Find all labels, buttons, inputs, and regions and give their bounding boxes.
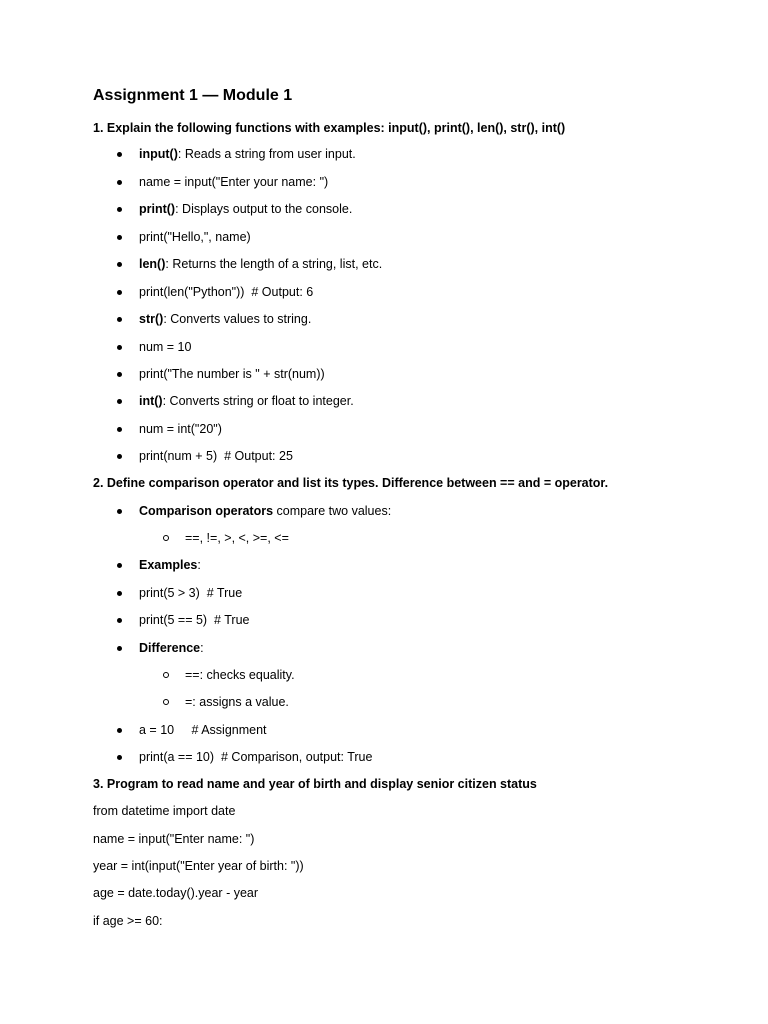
comparison-term: Comparison operators <box>139 504 274 518</box>
list-item <box>0 640 700 656</box>
sub-bullet-icon <box>163 535 169 541</box>
function-description: : Returns the length of a string, list, etc. <box>165 257 383 271</box>
examples-colon: : <box>197 558 201 572</box>
code-example: num = 10 <box>139 340 192 354</box>
list-item <box>0 448 700 464</box>
bullet-icon <box>117 618 122 623</box>
bullet-icon <box>117 563 122 568</box>
bullet-icon <box>117 372 122 377</box>
list-item <box>0 174 700 190</box>
bullet-icon <box>117 509 122 514</box>
bullet-icon <box>117 646 122 651</box>
question-2-heading: 2. Define comparison operator and list its types. Difference between == and = operator. <box>93 476 609 490</box>
list-item <box>0 393 700 409</box>
function-term: len() <box>139 257 166 271</box>
list-item <box>0 722 700 738</box>
code-example: name = input("Enter your name: ") <box>139 175 329 189</box>
bullet-icon <box>117 399 122 404</box>
code-line: age = date.today().year - year <box>93 886 259 900</box>
list-item <box>0 612 700 628</box>
bullet-icon <box>117 290 122 295</box>
code-example: print(5 > 3) # True <box>139 586 243 600</box>
list-item <box>0 421 700 437</box>
difference-item: ==: checks equality. <box>185 668 295 682</box>
code-example: num = int("20") <box>139 422 222 436</box>
list-item <box>0 366 700 382</box>
list-item <box>0 749 700 765</box>
bullet-icon <box>117 235 122 240</box>
code-example: print(a == 10) # Comparison, output: True <box>139 750 373 764</box>
list-item <box>0 311 700 327</box>
page-title: Assignment 1 — Module 1 <box>93 87 293 104</box>
list-item <box>0 503 700 519</box>
function-term: print() <box>139 202 176 216</box>
code-line: name = input("Enter name: ") <box>93 832 255 846</box>
bullet-icon <box>117 427 122 432</box>
bullet-icon <box>117 591 122 596</box>
function-term: int() <box>139 394 163 408</box>
code-example: print(len("Python")) # Output: 6 <box>139 285 314 299</box>
bullet-icon <box>117 180 122 185</box>
code-line: if age >= 60: <box>93 914 163 928</box>
list-item <box>0 229 700 245</box>
difference-colon: : <box>200 641 204 655</box>
sub-bullet-icon <box>163 672 169 678</box>
function-description: : Converts values to string. <box>163 312 312 326</box>
code-example: print(num + 5) # Output: 25 <box>139 449 293 463</box>
code-example: print("The number is " + str(num)) <box>139 367 325 381</box>
function-term: str() <box>139 312 164 326</box>
question-3-heading: 3. Program to read name and year of birth and display senior citizen status <box>93 777 537 791</box>
difference-term: Difference <box>139 641 201 655</box>
list-item <box>0 585 700 601</box>
sub-list-item <box>0 667 700 683</box>
bullet-icon <box>117 454 122 459</box>
list-item <box>0 284 700 300</box>
bullet-icon <box>117 345 122 350</box>
bullet-icon <box>117 207 122 212</box>
sub-bullet-icon <box>163 699 169 705</box>
function-description: : Displays output to the console. <box>175 202 353 216</box>
bullet-icon <box>117 728 122 733</box>
sub-list-item <box>0 694 700 710</box>
list-item <box>0 557 700 573</box>
comparison-description: compare two values: <box>273 504 392 518</box>
operators-list: ==, !=, >, <, >=, <= <box>185 531 289 545</box>
sub-list-item <box>0 530 700 546</box>
code-line: from datetime import date <box>93 804 236 818</box>
difference-item: =: assigns a value. <box>185 695 289 709</box>
question-1-heading: 1. Explain the following functions with examples: input(), print(), len(), str(), int() <box>93 121 566 135</box>
code-line: year = int(input("Enter year of birth: ")) <box>93 859 304 873</box>
bullet-icon <box>117 317 122 322</box>
bullet-icon <box>117 755 122 760</box>
function-description: : Converts string or float to integer. <box>162 394 354 408</box>
bullet-icon <box>117 262 122 267</box>
function-term: input() <box>139 147 178 161</box>
list-item <box>0 256 700 272</box>
list-item <box>0 201 700 217</box>
code-example: print("Hello,", name) <box>139 230 251 244</box>
code-example: print(5 == 5) # True <box>139 613 250 627</box>
examples-term: Examples <box>139 558 198 572</box>
function-description: : Reads a string from user input. <box>177 147 356 161</box>
code-example: a = 10 # Assignment <box>139 723 267 737</box>
list-item <box>0 339 700 355</box>
list-item <box>0 146 700 162</box>
bullet-icon <box>117 152 122 157</box>
